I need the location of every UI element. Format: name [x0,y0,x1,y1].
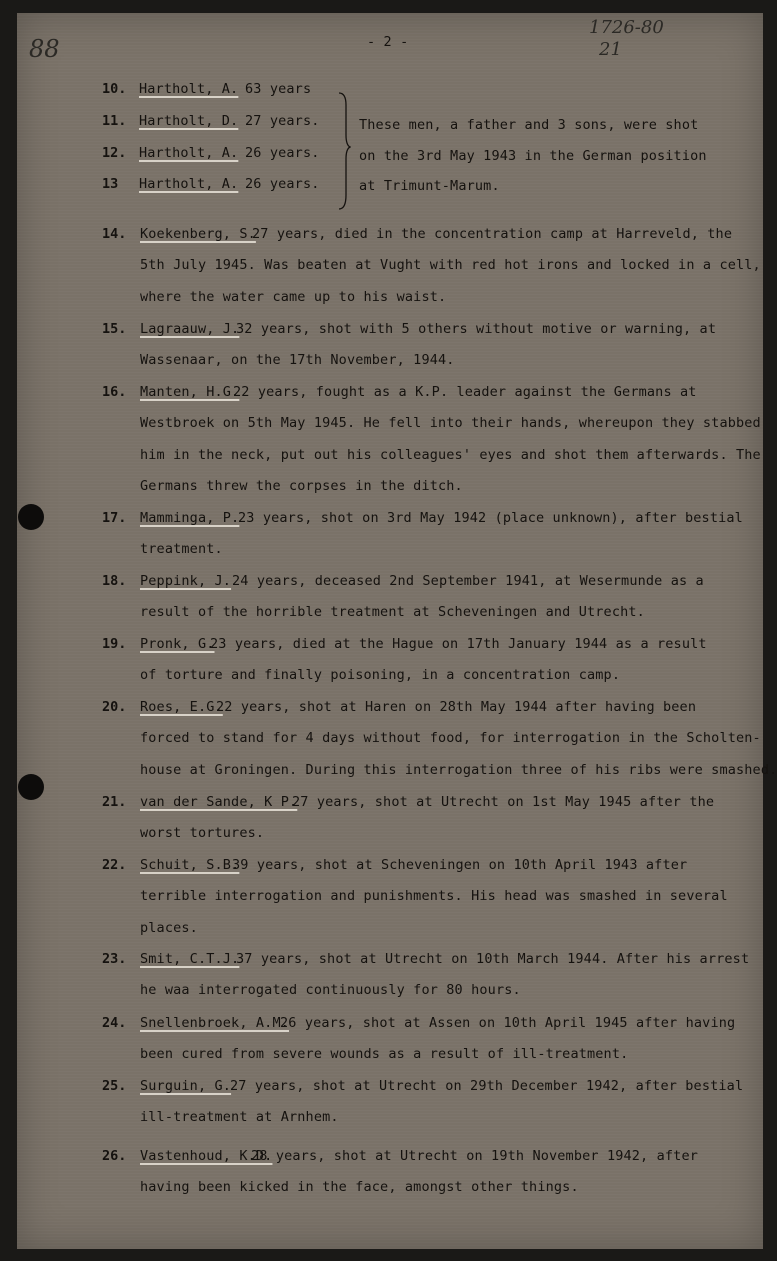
entry-name: Schuit, S.B. [140,857,240,873]
entry-text-line: house at Groningen. During this interrogation three of his ribs were smashed. [140,761,777,778]
entry-name: Peppink, J. [140,573,232,589]
entry-name: Koekenberg, S. [140,226,256,242]
entry-number: 15. [102,321,127,337]
hartholt-note-line: These men, a father and 3 sons, were shot [359,117,699,133]
entry-text-line: 5th July 1945. Was beaten at Vught with red hot irons and locked in a cell, [140,257,761,274]
entry-name: Hartholt, A. [139,81,239,97]
entry-number: 13 [102,176,119,192]
entry-text-line: 27 years, died in the concentration camp at Harreveld, the [252,226,733,242]
entry-name: Surguin, G. [140,1078,232,1094]
margin-note-left: 88 [29,35,60,63]
entry-number: 24. [102,1015,127,1031]
entry-number: 14. [102,226,127,242]
entry-name: Hartholt, A. [139,145,239,161]
entry-number: 11. [102,113,127,129]
entry-number: 22. [102,857,127,873]
entry-text-line: 23 years, shot on 3rd May 1942 (place unknown), after bestial [238,510,743,526]
entry-number: 20. [102,699,127,715]
hartholt-brace [337,91,351,211]
entry-text-line: 37 years, shot at Utrecht on 10th March 1944. After his arrest [236,951,750,967]
entry-text-line: 24 years, deceased 2nd September 1941, at Wesermunde as a [232,573,704,589]
hartholt-note-line: on the 3rd May 1943 in the German position [359,148,707,164]
entry-text-line: been cured from severe wounds as a result of ill-treatment. [140,1046,629,1063]
entry-text-line: 27 years, shot at Utrecht on 29th December 1942, after bestial [230,1078,744,1094]
entry-number: 17. [102,510,127,526]
entry-text-line: Westbroek on 5th May 1945. He fell into their hands, whereupon they stabbed [140,415,761,432]
entry-name: Mamminga, P. [140,510,240,526]
entry-age: 26 years. [245,176,320,192]
entry-name: Pronk, G. [140,636,215,652]
entry-name: Roes, E.G. [140,699,223,715]
entry-text-line: 39 years, shot at Scheveningen on 10th April 1943 after [232,857,688,873]
entry-text-line: 32 years, shot with 5 others without motive or warning, at [236,321,717,337]
hartholt-note-line: at Trimunt-Marum. [359,178,500,194]
entry-name: Hartholt, D. [139,113,239,129]
entry-number: 21. [102,794,127,810]
entry-text-line: result of the horrible treatment at Scheveningen and Utrecht. [140,604,645,621]
entry-name: Hartholt, A. [139,176,239,192]
entry-name: van der Sande, K P. [140,794,298,810]
entry-text-line: forced to stand for 4 days without food, for interrogation in the Scholten- [140,730,761,747]
entry-number: 10. [102,81,127,97]
entry-name: Smit, C.T.J. [140,951,240,967]
entry-text-line: Wassenaar, on the 17th November, 1944. [140,352,455,369]
entry-name: Manten, H.G. [140,384,240,400]
entry-age: 63 years [245,81,312,97]
entry-text-line: terrible interrogation and punishments. His head was smashed in several [140,888,728,905]
entry-name: Lagraauw, J. [140,321,240,337]
punch-hole-lower [18,774,44,800]
entry-text-line: him in the neck, put out his colleagues' eyes and shot them afterwards. The [140,446,761,463]
entry-text-line: Germans threw the corpses in the ditch. [140,477,463,494]
entry-number: 26. [102,1148,127,1164]
entry-number: 23. [102,951,127,967]
entry-age: 26 years. [245,145,320,161]
entry-text-line: places. [140,919,198,936]
entry-text-line: worst tortures. [140,825,265,842]
entry-name: Vastenhoud, K.D. [140,1148,273,1164]
page-number: - 2 - [367,34,409,50]
punch-hole-upper [18,504,44,530]
entry-text-line: 22 years, fought as a K.P. leader against the Germans at [233,384,697,400]
entry-text-line: 23 years, died at the Hague on 17th January 1944 as a result [210,636,707,652]
entry-text-line: 28 years, shot at Utrecht on 19th November 1942, after [251,1148,698,1164]
entry-text-line: he waa interrogated continuously for 80 hours. [140,982,521,999]
entry-number: 12. [102,145,127,161]
entry-age: 27 years. [245,113,320,129]
margin-note-right-top: 1726-80 [589,17,664,38]
entry-text-line: ill-treatment at Arnhem. [140,1109,339,1126]
entry-text-line: treatment. [140,541,223,558]
entry-number: 18. [102,573,127,589]
entry-text-line: of torture and finally poisoning, in a concentration camp. [140,667,621,684]
margin-note-right-bottom: 21 [599,39,622,60]
entry-text-line: where the water came up to his waist. [140,288,447,305]
document-page [17,13,777,1249]
entry-text-line: 22 years, shot at Haren on 28th May 1944 after having been [216,699,697,715]
entry-name: Snellenbroek, A.M. [140,1015,289,1031]
entry-text-line: 26 years, shot at Assen on 10th April 1945 after having [280,1015,736,1031]
entry-number: 25. [102,1078,127,1094]
entry-number: 19. [102,636,127,652]
entry-number: 16. [102,384,127,400]
entry-text-line: 27 years, shot at Utrecht on 1st May 1945 after the [292,794,715,810]
entry-text-line: having been kicked in the face, amongst other things. [140,1179,579,1196]
